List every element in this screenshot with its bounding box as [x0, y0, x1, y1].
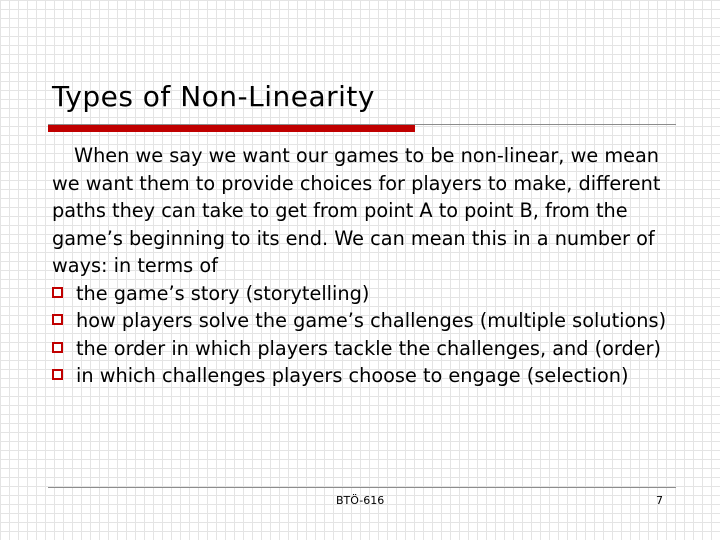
bullet-item-storytelling: [52, 280, 682, 308]
hollow-square-bullet-icon: [52, 287, 63, 298]
page-number: 7: [656, 494, 663, 507]
footer-rule: [48, 487, 676, 488]
footer-course-code: BTÖ-616: [336, 494, 385, 507]
slide-title: Types of Non-Linearity: [52, 80, 375, 113]
bullet-item-selection: [52, 362, 682, 390]
bullet-text: in which challenges players choose to engage (selection): [76, 364, 629, 387]
bullet-text: the order in which players tackle the challenges, and (order): [76, 336, 662, 360]
bullet-text: how players solve the game’s challenges (multiple solutions): [76, 309, 667, 332]
slide-body: [52, 142, 682, 390]
hollow-square-bullet-icon: [52, 369, 63, 380]
intro-paragraph: When we say we want our games to be non-linear, we mean we want them to provide choices for players to make, different paths they can take to get from point A to point B, from the game’s beginning to its end. We can mean this in a number of ways: in terms of: [52, 144, 661, 277]
bullet-text: the game’s story (storytelling): [76, 281, 370, 305]
title-accent-bar: [48, 125, 415, 132]
hollow-square-bullet-icon: [52, 314, 63, 325]
hollow-square-bullet-icon: [52, 342, 63, 353]
bullet-item-multiple-solutions: [52, 307, 682, 335]
bullet-item-order: [52, 335, 682, 363]
